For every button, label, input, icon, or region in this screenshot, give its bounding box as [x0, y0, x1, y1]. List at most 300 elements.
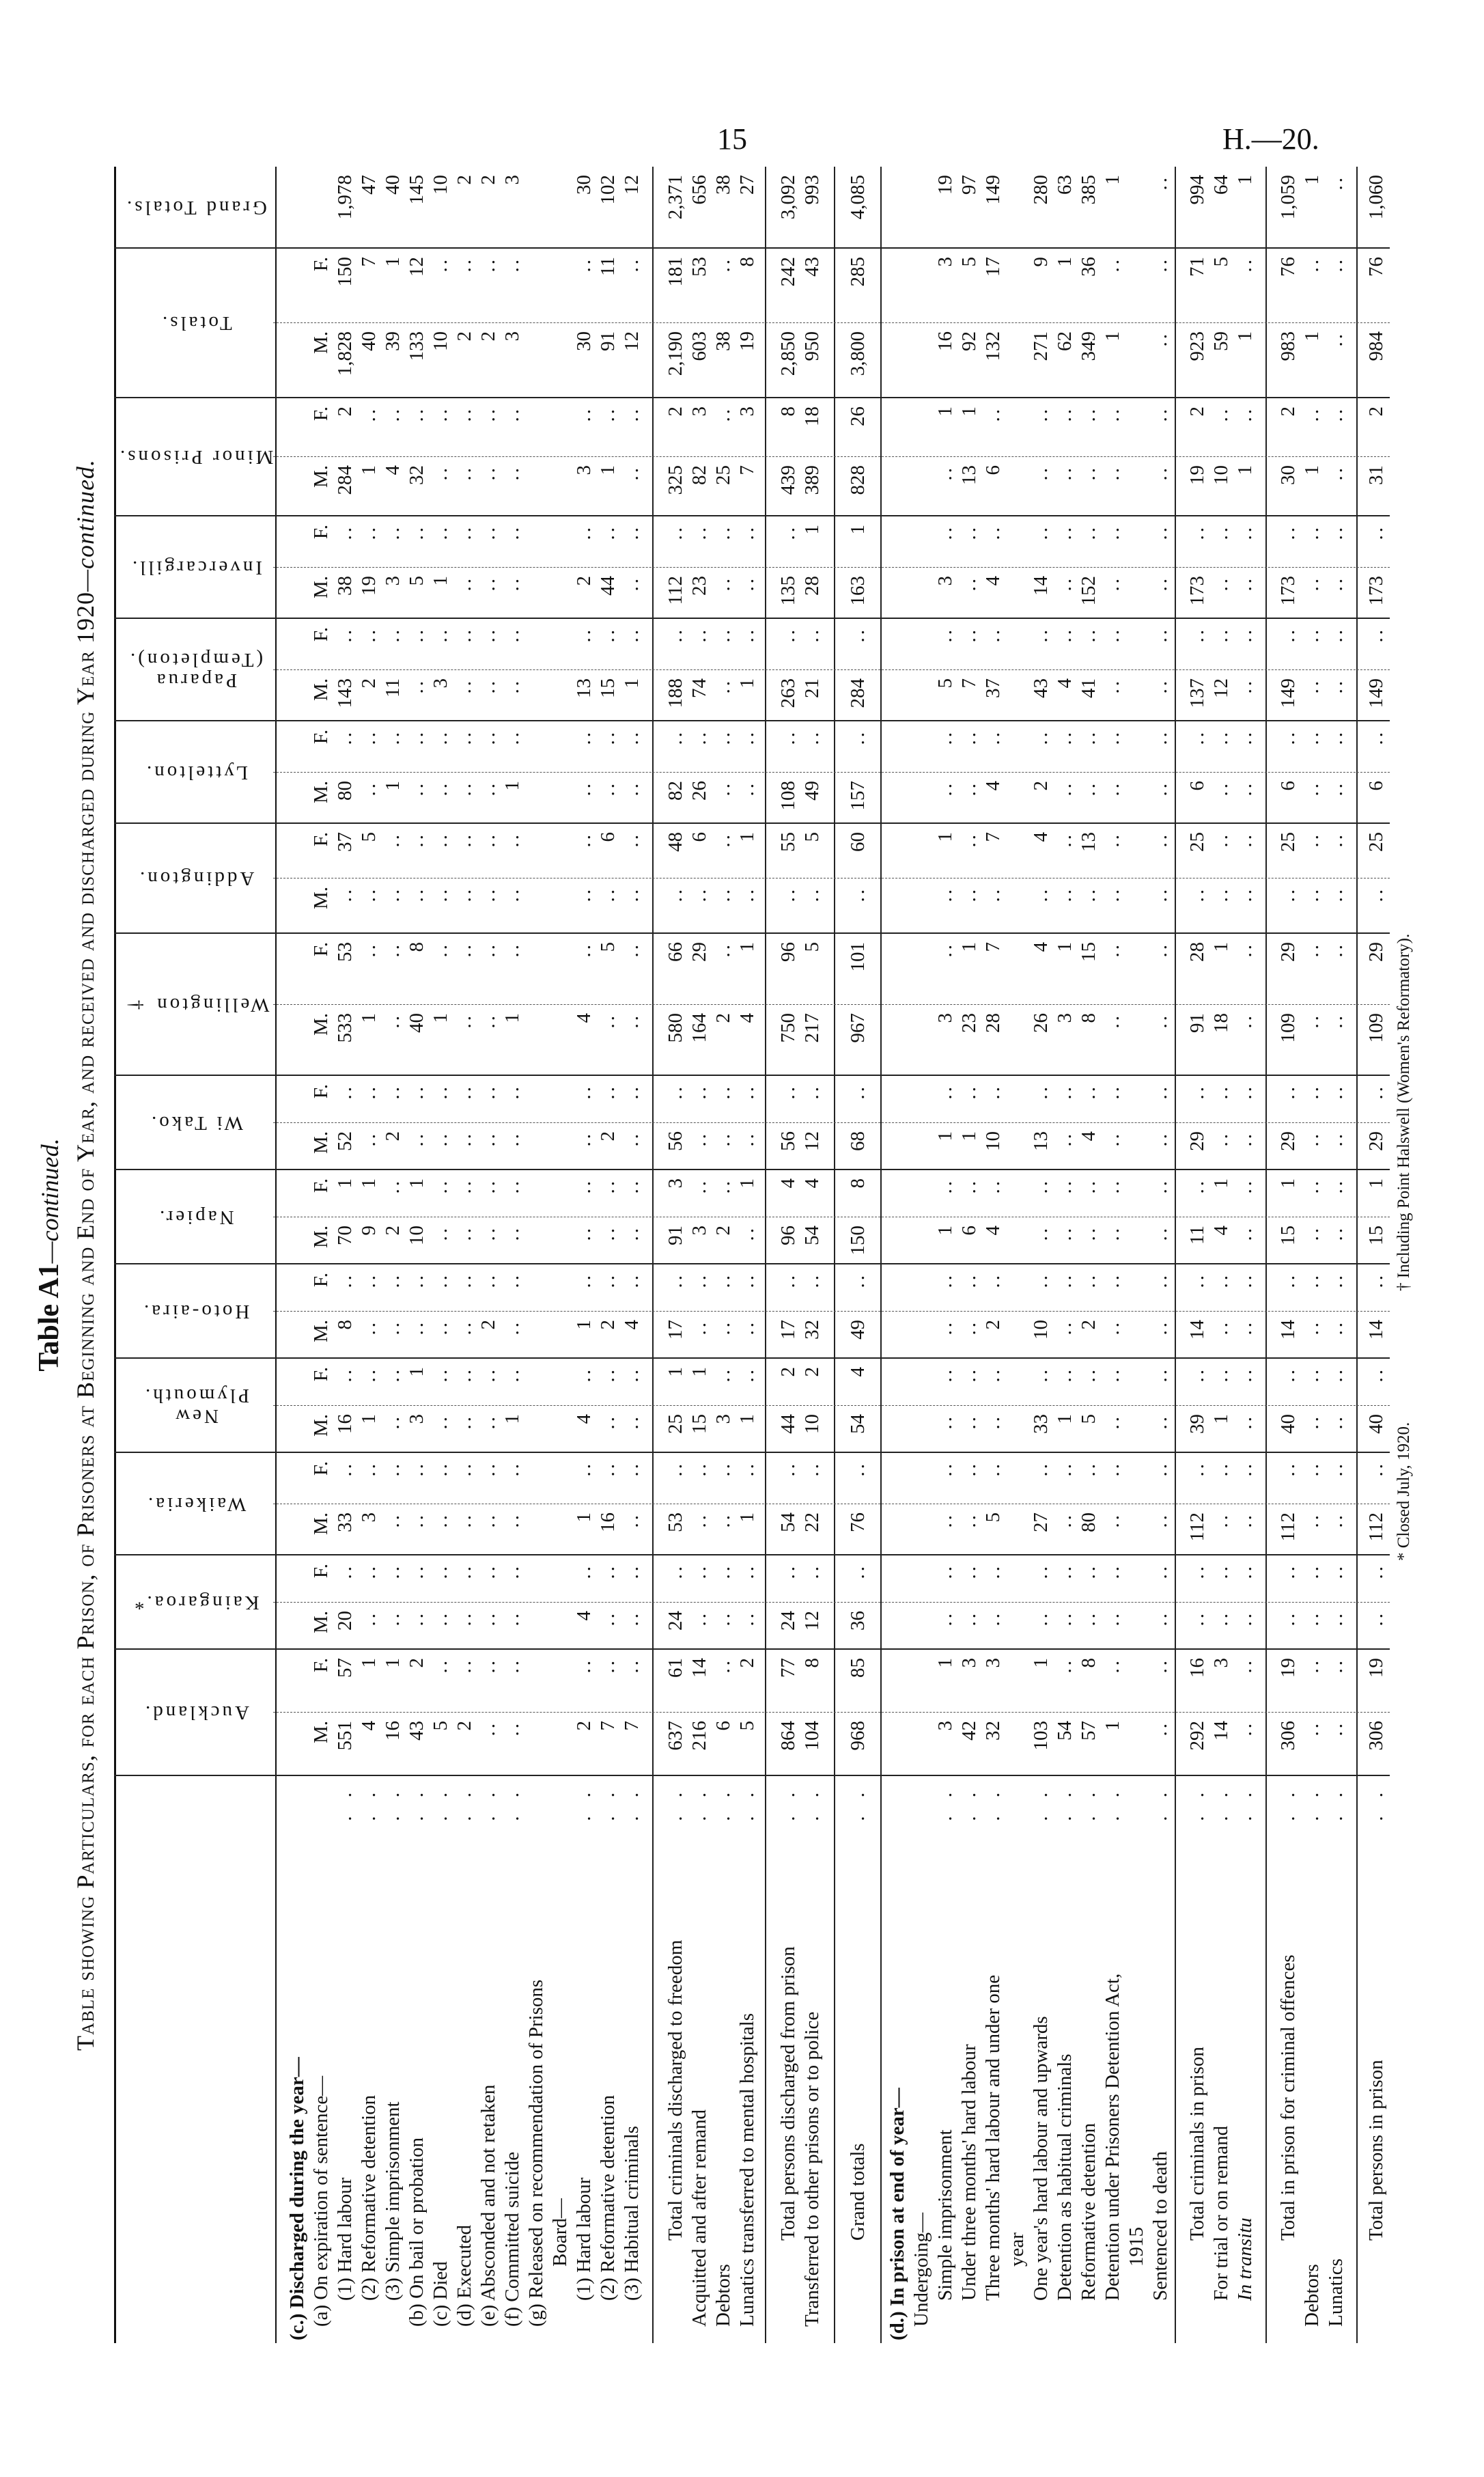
- row-label-text: Total criminals discharged to freedom: [664, 1939, 686, 2241]
- table-cell: ..: [621, 1226, 643, 1241]
- table-cell: 1: [1102, 1721, 1123, 1731]
- table-cell: ..: [1325, 730, 1347, 745]
- table-cell: ..: [1210, 406, 1232, 422]
- table-cell: ..: [477, 1611, 499, 1627]
- empty-cell: [548, 516, 572, 568]
- table-cell: ..: [664, 525, 686, 540]
- table-cell: ..: [1301, 1273, 1323, 1288]
- column-header-label: Addington.: [137, 868, 255, 890]
- table-cell: ..: [712, 832, 734, 848]
- table-row: [1149, 167, 1173, 2343]
- table-cell: 1: [1054, 942, 1076, 952]
- table-cell: ..: [1325, 1320, 1347, 1336]
- empty-cell: [1125, 934, 1149, 1005]
- table-cell: 8: [736, 257, 758, 267]
- table-cell: ..: [958, 576, 980, 592]
- empty-cell: [1005, 516, 1029, 568]
- table-cell: ..: [1210, 781, 1232, 797]
- table-cell: 8: [1078, 1013, 1100, 1023]
- table-cell: ..: [597, 1273, 619, 1288]
- table-cell: ..: [1054, 1564, 1076, 1579]
- row-label: [1324, 1776, 1348, 2343]
- table-cell: ..: [1234, 1721, 1256, 1736]
- row-label-text: Total criminals in prison: [1186, 2047, 1208, 2241]
- table-cell: 1: [736, 678, 758, 689]
- table-row: [688, 167, 712, 2343]
- table-cell: ..: [1149, 942, 1171, 958]
- table-cell: ..: [1149, 257, 1171, 273]
- table-cell: ..: [477, 1512, 499, 1528]
- empty-cell: [1005, 1406, 1029, 1453]
- table-cell: ..: [934, 1512, 956, 1528]
- table-cell: 3: [934, 1721, 956, 1731]
- empty-cell: [1005, 934, 1029, 1005]
- table-cell: ..: [430, 1226, 451, 1241]
- table-cell: M.: [310, 1721, 332, 1744]
- table-cell: ..: [958, 887, 980, 902]
- table-cell: ..: [621, 1512, 643, 1528]
- column-rule: [114, 720, 1390, 721]
- column-rule: [273, 1122, 1390, 1123]
- table-cell: ..: [777, 1084, 799, 1100]
- table-cell: ..: [982, 1178, 1004, 1194]
- table-cell: ..: [1325, 257, 1347, 273]
- table-cell: 3: [982, 1658, 1004, 1668]
- table-cell: 57: [334, 1658, 356, 1678]
- table-cell: ..: [1210, 1611, 1232, 1627]
- table-cell: ..: [1102, 525, 1123, 540]
- table-cell: ..: [453, 525, 475, 540]
- table-cell: 2: [573, 576, 595, 586]
- table-cell: 8: [406, 942, 428, 952]
- table-cell: 13: [1030, 1131, 1052, 1151]
- table-cell: 2: [597, 1131, 619, 1141]
- table-cell: 2: [358, 678, 380, 689]
- table-cell: 173: [1186, 576, 1208, 606]
- table-cell: 21: [801, 678, 823, 698]
- table-cell: 284: [334, 465, 356, 495]
- table-cell: 1: [958, 1131, 980, 1141]
- table-cell: ..: [1078, 887, 1100, 902]
- table-cell: ..: [501, 1658, 523, 1674]
- row-label-text: (g) Released on recommendation of Prisons: [525, 1979, 547, 2327]
- table-cell: 28: [982, 1013, 1004, 1033]
- table-cell: 39: [382, 331, 404, 351]
- table-cell: 1: [501, 1414, 523, 1424]
- table-cell: 3,800: [847, 331, 869, 376]
- table-cell: 43: [1030, 678, 1052, 698]
- table-cell: ..: [1301, 406, 1323, 422]
- table-cell: ..: [934, 1461, 956, 1477]
- table-cell: ..: [664, 887, 686, 902]
- table-section: [277, 167, 652, 2343]
- table-cell: 25: [664, 1414, 686, 1434]
- table-cell: M.: [310, 1611, 332, 1634]
- table-row: [1233, 167, 1257, 2343]
- table-cell: 603: [688, 331, 710, 361]
- table-cell: 4: [382, 465, 404, 475]
- empty-cell: [285, 1005, 309, 1076]
- table-cell: ..: [958, 627, 980, 643]
- table-cell: ..: [1210, 525, 1232, 540]
- empty-cell: [1125, 1359, 1149, 1406]
- table-row: [405, 167, 429, 2343]
- table-cell: ..: [501, 627, 523, 643]
- table-row: [1209, 167, 1233, 2343]
- table-cell: 1,059: [1277, 175, 1299, 220]
- table-cell: ..: [477, 1013, 499, 1029]
- table-cell: ..: [453, 1273, 475, 1288]
- table-cell: 7: [358, 257, 380, 267]
- table-cell: ..: [1030, 887, 1052, 902]
- table-row: [981, 167, 1005, 2343]
- table-cell: ..: [958, 1320, 980, 1336]
- table-cell: 4: [573, 1013, 595, 1023]
- table-cell: ..: [453, 576, 475, 592]
- table-cell: 29: [688, 942, 710, 962]
- table-cell: 8: [1078, 1658, 1100, 1668]
- table-cell: ..: [453, 1131, 475, 1147]
- table-cell: 14: [1277, 1320, 1299, 1340]
- table-cell: ..: [621, 1367, 643, 1383]
- table-cell: 32: [801, 1320, 823, 1340]
- table-cell: F.: [310, 942, 332, 957]
- table-row: [453, 167, 477, 2343]
- table-cell: ..: [1030, 1178, 1052, 1194]
- table-cell: ..: [934, 1367, 956, 1383]
- empty-cell: [1125, 516, 1149, 568]
- footnote-closed: * Closed July, 1920.: [1395, 1422, 1413, 1561]
- table-row: [957, 167, 981, 2343]
- table-cell: 16: [334, 1414, 356, 1434]
- table-cell: ..: [1102, 576, 1123, 592]
- table-cell: ..: [1365, 887, 1387, 902]
- table-cell: 40: [1365, 1414, 1387, 1434]
- table-cell: ..: [1301, 781, 1323, 797]
- table-cell: ..: [573, 406, 595, 422]
- dot-leader: . .: [573, 1786, 595, 1821]
- table-cell: ..: [1277, 1367, 1299, 1383]
- table-cell: ..: [712, 1512, 734, 1528]
- table-cell: 4: [777, 1178, 799, 1189]
- column-header-label: Totals.: [159, 312, 232, 335]
- table-cell: 149: [1277, 678, 1299, 708]
- table-cell: 5: [982, 1512, 1004, 1523]
- table-cell: 2: [597, 1320, 619, 1330]
- table-cell: ..: [358, 627, 380, 643]
- table-cell: 29: [1277, 942, 1299, 962]
- table-cell: 12: [1210, 678, 1232, 698]
- table-cell: 4,085: [847, 175, 869, 220]
- table-cell: ..: [736, 1320, 758, 1336]
- dot-leader: . .: [382, 1786, 404, 1821]
- row-label: [846, 1776, 870, 2343]
- table-cell: M.: [310, 1512, 332, 1536]
- table-cell: 3: [958, 1658, 980, 1668]
- table-cell: ..: [982, 1367, 1004, 1383]
- table-row: [357, 167, 381, 2343]
- table-cell: ..: [1301, 730, 1323, 745]
- row-label: [712, 1776, 736, 2343]
- column-header-label: Auckland.: [142, 1702, 249, 1724]
- table-cell: ..: [501, 1084, 523, 1100]
- table-cell: ..: [1078, 1564, 1100, 1579]
- table-cell: ..: [1186, 1367, 1208, 1383]
- table-cell: 1: [847, 525, 869, 535]
- table-cell: 112: [1277, 1512, 1299, 1542]
- table-cell: 1: [934, 1658, 956, 1668]
- table-cell: 1,978: [334, 175, 356, 220]
- column-header-label: New Plymouth.: [142, 1385, 249, 1427]
- empty-cell: [886, 1555, 910, 1603]
- table-cell: ..: [712, 678, 734, 694]
- table-cell: 19: [934, 175, 956, 195]
- table-cell: F.: [310, 257, 332, 272]
- dot-leader: . .: [688, 1786, 710, 1821]
- table-cell: 1: [1277, 1178, 1299, 1189]
- table-cell: 52: [334, 1131, 356, 1151]
- table-cell: ..: [430, 832, 451, 848]
- row-label: [1209, 1776, 1233, 2343]
- table-cell: 19: [1186, 465, 1208, 485]
- table-cell: ..: [430, 1178, 451, 1194]
- table-cell: ..: [982, 730, 1004, 745]
- table-cell: 54: [777, 1512, 799, 1532]
- table-cell: ..: [1234, 627, 1256, 643]
- empty-cell: [285, 167, 309, 249]
- table-cell: ..: [1102, 1611, 1123, 1627]
- empty-cell: [910, 1312, 934, 1359]
- table-cell: 3: [688, 1226, 710, 1236]
- empty-cell: [524, 721, 548, 773]
- table-cell: 71: [1186, 257, 1208, 277]
- table-row: [1053, 167, 1077, 2343]
- table-cell: ..: [958, 1367, 980, 1383]
- empty-cell: [1005, 670, 1029, 721]
- table-cell: 1: [736, 1414, 758, 1424]
- table-cell: ..: [1102, 465, 1123, 481]
- table-cell: ..: [664, 1084, 686, 1100]
- table-cell: ..: [1210, 627, 1232, 643]
- row-label-text: (c.) Discharged during the year—: [286, 2057, 308, 2340]
- table-cell: ..: [1078, 627, 1100, 643]
- empty-cell: [1125, 323, 1149, 398]
- table-cell: ..: [1365, 1367, 1387, 1383]
- dot-leader: . .: [430, 1786, 451, 1821]
- table-cell: ..: [430, 1611, 451, 1627]
- empty-cell: [548, 1217, 572, 1264]
- table-row: [1186, 167, 1209, 2343]
- empty-cell: [1005, 1005, 1029, 1076]
- row-label: [453, 1776, 477, 2343]
- table-cell: 4: [1054, 678, 1076, 689]
- table-cell: 28: [801, 576, 823, 596]
- table-cell: ..: [358, 1273, 380, 1288]
- column-rule: [114, 1775, 1390, 1776]
- table-cell: 2: [1365, 406, 1387, 417]
- table-cell: 3: [382, 576, 404, 586]
- table-cell: 57: [1078, 1721, 1100, 1741]
- table-cell: ..: [597, 1611, 619, 1627]
- table-cell: ..: [1054, 1084, 1076, 1100]
- empty-cell: [285, 323, 309, 398]
- table-cell: ..: [1210, 1367, 1232, 1383]
- table-cell: M.: [310, 781, 332, 804]
- table-cell: ..: [847, 1461, 869, 1477]
- table-cell: 3: [406, 1414, 428, 1424]
- row-label-text: Detention as habitual criminals: [1054, 2053, 1076, 2301]
- table-cell: ..: [1078, 1611, 1100, 1627]
- table-title-main: Table A1: [33, 1263, 65, 1372]
- table-cell: ..: [597, 1658, 619, 1674]
- column-header: [116, 1076, 275, 1170]
- table-cell: 1: [358, 1178, 380, 1189]
- table-cell: ..: [801, 1564, 823, 1579]
- empty-cell: [1125, 1406, 1149, 1453]
- empty-cell: [548, 1123, 572, 1170]
- table-cell: ..: [712, 1131, 734, 1147]
- table-cell: 149: [1365, 678, 1387, 708]
- table-cell: ..: [573, 1658, 595, 1674]
- empty-cell: [910, 1005, 934, 1076]
- empty-cell: [886, 1076, 910, 1123]
- column-rule: [273, 1712, 1390, 1713]
- table-cell: 109: [1277, 1013, 1299, 1043]
- table-cell: 1: [358, 1658, 380, 1668]
- table-row: [429, 167, 453, 2343]
- empty-cell: [548, 721, 572, 773]
- table-cell: ..: [982, 1611, 1004, 1627]
- empty-cell: [910, 249, 934, 323]
- table-cell: 13: [1078, 832, 1100, 852]
- table-cell: 18: [801, 406, 823, 426]
- dot-leader: . .: [1234, 1786, 1256, 1821]
- empty-cell: [524, 1453, 548, 1504]
- table-cell: 306: [1365, 1721, 1387, 1751]
- dot-leader: . .: [712, 1786, 734, 1821]
- table-cell: ..: [1078, 1226, 1100, 1241]
- table-cell: ..: [597, 1367, 619, 1383]
- table-cell: 145: [406, 175, 428, 205]
- table-cell: ..: [1078, 1084, 1100, 1100]
- table-cell: ..: [1301, 1564, 1323, 1579]
- table-cell: 25: [1186, 832, 1208, 852]
- row-label-text: Detention under Prisoners Detention Act,: [1102, 1973, 1123, 2301]
- empty-cell: [1125, 568, 1149, 619]
- table-cell: ..: [712, 1658, 734, 1674]
- table-cell: ..: [1078, 1273, 1100, 1288]
- table-cell: ..: [1149, 1658, 1171, 1674]
- table-cell: 8: [801, 1658, 823, 1668]
- empty-cell: [886, 824, 910, 878]
- column-header-label: Grand Totals.: [124, 197, 267, 219]
- table-cell: ..: [934, 1084, 956, 1100]
- empty-cell: [1125, 249, 1149, 323]
- row-label-text: One year's hard labour and upwards: [1030, 2016, 1052, 2301]
- empty-cell: [285, 1359, 309, 1406]
- table-cell: 12: [621, 331, 643, 351]
- table-cell: 6: [1186, 781, 1208, 791]
- empty-cell: [1125, 1453, 1149, 1504]
- row-label-text: (2) Reformative detention: [358, 2094, 380, 2301]
- table-cell: ..: [1149, 1178, 1171, 1194]
- row-label: [1186, 1776, 1209, 2343]
- table-cell: 16: [934, 331, 956, 351]
- table-row: [524, 167, 548, 2343]
- table-cell: 54: [1054, 1721, 1076, 1741]
- table-cell: ..: [1054, 465, 1076, 481]
- table-cell: ..: [334, 887, 356, 902]
- table-cell: 1: [934, 832, 956, 842]
- table-cell: 1: [1234, 465, 1256, 475]
- table-cell: ..: [736, 1084, 758, 1100]
- empty-cell: [1005, 568, 1029, 619]
- table-cell: 967: [847, 1013, 869, 1043]
- empty-cell: [886, 1406, 910, 1453]
- table-cell: ..: [1078, 525, 1100, 540]
- table-cell: ..: [958, 781, 980, 797]
- table-row: [934, 167, 957, 2343]
- table-cell: ..: [406, 781, 428, 797]
- table-cell: ..: [1325, 832, 1347, 848]
- table-cell: 14: [1210, 1721, 1232, 1741]
- table-row: [664, 167, 688, 2343]
- table-cell: ..: [430, 1414, 451, 1430]
- table-cell: 133: [406, 331, 428, 361]
- table-cell: ..: [406, 1131, 428, 1147]
- table-cell: 19: [736, 331, 758, 351]
- empty-cell: [886, 1312, 910, 1359]
- table-cell: 4: [982, 576, 1004, 586]
- table-cell: 3: [358, 1512, 380, 1523]
- table-cell: ..: [1149, 175, 1171, 191]
- empty-cell: [548, 1453, 572, 1504]
- table-cell: ..: [430, 1084, 451, 1100]
- table-cell: 4: [736, 1013, 758, 1023]
- table-cell: ..: [1325, 1564, 1347, 1579]
- table-cell: 19: [358, 576, 380, 596]
- column-rule: [273, 1004, 1390, 1005]
- table-cell: 16: [1186, 1658, 1208, 1678]
- table-cell: 6: [982, 465, 1004, 475]
- column-header: [116, 249, 275, 398]
- table-cell: ..: [1234, 1512, 1256, 1528]
- table-cell: ..: [1234, 1273, 1256, 1288]
- column-header: [116, 1650, 275, 1776]
- table-cell: 1: [358, 1414, 380, 1424]
- empty-cell: [1125, 1005, 1149, 1076]
- table-cell: ..: [573, 1084, 595, 1100]
- table-cell: ..: [1149, 1320, 1171, 1336]
- table-cell: 1: [1054, 257, 1076, 267]
- empty-cell: [886, 1603, 910, 1650]
- dot-leader: . .: [1277, 1786, 1299, 1821]
- table-cell: 26: [847, 406, 869, 426]
- row-label-text: Three months' hard labour and under one: [982, 1974, 1004, 2301]
- table-cell: ..: [958, 832, 980, 848]
- table-cell: 14: [1030, 576, 1052, 596]
- table-row: [736, 167, 759, 2343]
- table-cell: ..: [1301, 1414, 1323, 1430]
- table-cell: ..: [1186, 1273, 1208, 1288]
- table-cell: 62: [1054, 331, 1076, 351]
- table-cell: ..: [1030, 465, 1052, 481]
- table-cell: ..: [406, 1564, 428, 1579]
- row-label-text: (f) Committed suicide: [501, 2151, 523, 2327]
- dot-leader: . .: [334, 1786, 356, 1821]
- empty-cell: [285, 721, 309, 773]
- empty-cell: [1005, 824, 1029, 878]
